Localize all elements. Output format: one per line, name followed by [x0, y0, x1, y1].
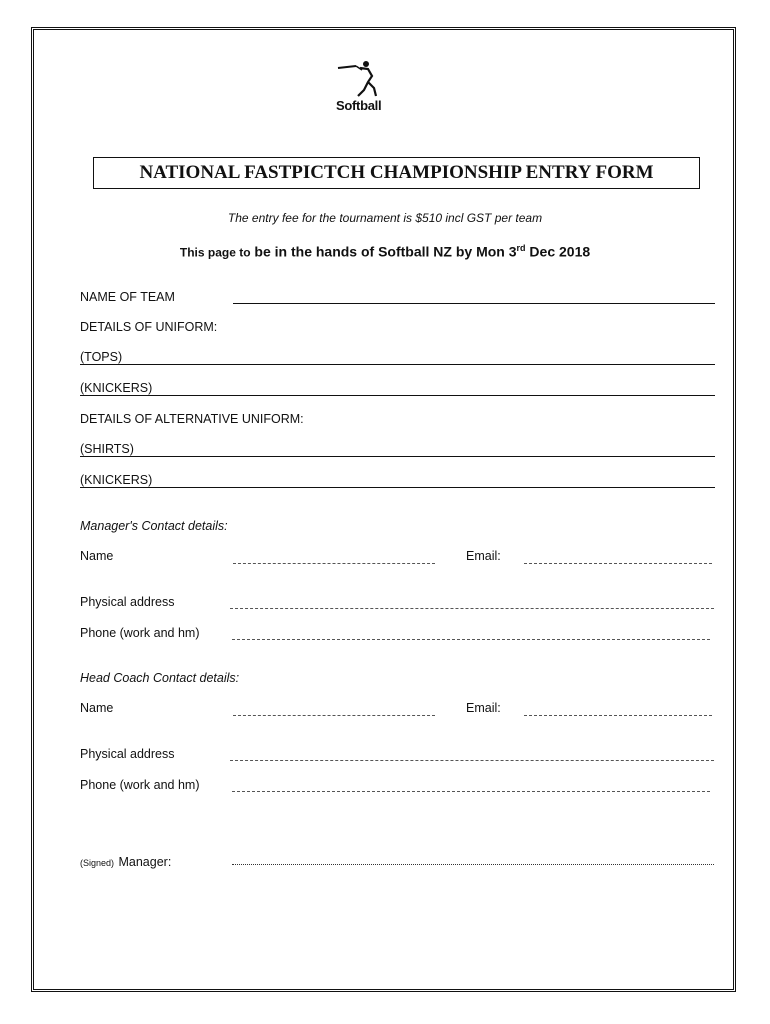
- manager-address-field[interactable]: [230, 608, 714, 609]
- coach-address-label: Physical address: [80, 747, 175, 761]
- coach-phone-label: Phone (work and hm): [80, 778, 200, 792]
- knickers-field[interactable]: [80, 395, 715, 396]
- alt-uniform-label: DETAILS OF ALTERNATIVE UNIFORM:: [80, 412, 304, 426]
- manager-phone-field[interactable]: [232, 639, 710, 640]
- coach-name-field[interactable]: [233, 715, 435, 716]
- manager-name-field[interactable]: [233, 563, 435, 564]
- deadline-main: be in the hands of Softball NZ by Mon 3: [250, 243, 517, 260]
- tops-label: (TOPS): [80, 350, 123, 364]
- alt-knickers-label: (KNICKERS): [80, 473, 153, 487]
- deadline-note: [0, 243, 770, 260]
- shirts-field[interactable]: [80, 456, 715, 457]
- deadline-prefix: This page to: [179, 245, 251, 260]
- manager-name-label: Name: [80, 549, 114, 563]
- coach-phone-field[interactable]: [232, 791, 710, 792]
- entry-fee-note: The entry fee for the tournament is $510 incl GST per team: [227, 211, 543, 225]
- knickers-label: (KNICKERS): [80, 381, 153, 395]
- coach-address-field[interactable]: [230, 760, 714, 761]
- tops-field[interactable]: [80, 364, 715, 365]
- shirts-label: (SHIRTS): [80, 442, 134, 456]
- manager-email-label: Email:: [466, 549, 501, 563]
- logo-text: Softball: [336, 98, 382, 113]
- coach-email-field[interactable]: [524, 715, 712, 716]
- coach-name-label: Name: [80, 701, 114, 715]
- team-name-label: NAME OF TEAM: [80, 290, 175, 304]
- softball-logo: [330, 58, 400, 120]
- coach-heading: Head Coach Contact details:: [80, 671, 240, 685]
- coach-email-label: Email:: [466, 701, 501, 715]
- manager-signature-label: Manager:: [118, 855, 172, 869]
- form-title-box: [93, 157, 700, 189]
- alt-knickers-field[interactable]: [80, 487, 715, 488]
- manager-phone-label: Phone (work and hm): [80, 626, 200, 640]
- signature-label: [80, 853, 171, 871]
- team-name-field[interactable]: [233, 303, 715, 304]
- signed-text: (Signed): [80, 858, 115, 868]
- manager-email-field[interactable]: [524, 563, 712, 564]
- manager-heading: Manager's Contact details:: [80, 519, 228, 533]
- deadline-sup: rd: [516, 243, 526, 253]
- softball-player-icon: [330, 58, 400, 102]
- deadline-suffix: Dec 2018: [525, 243, 591, 260]
- form-title: NATIONAL FASTPICTCH CHAMPIONSHIP ENTRY FORM: [139, 162, 654, 183]
- manager-signature-field[interactable]: [232, 864, 714, 865]
- uniform-label: DETAILS OF UNIFORM:: [80, 320, 218, 334]
- manager-address-label: Physical address: [80, 595, 175, 609]
